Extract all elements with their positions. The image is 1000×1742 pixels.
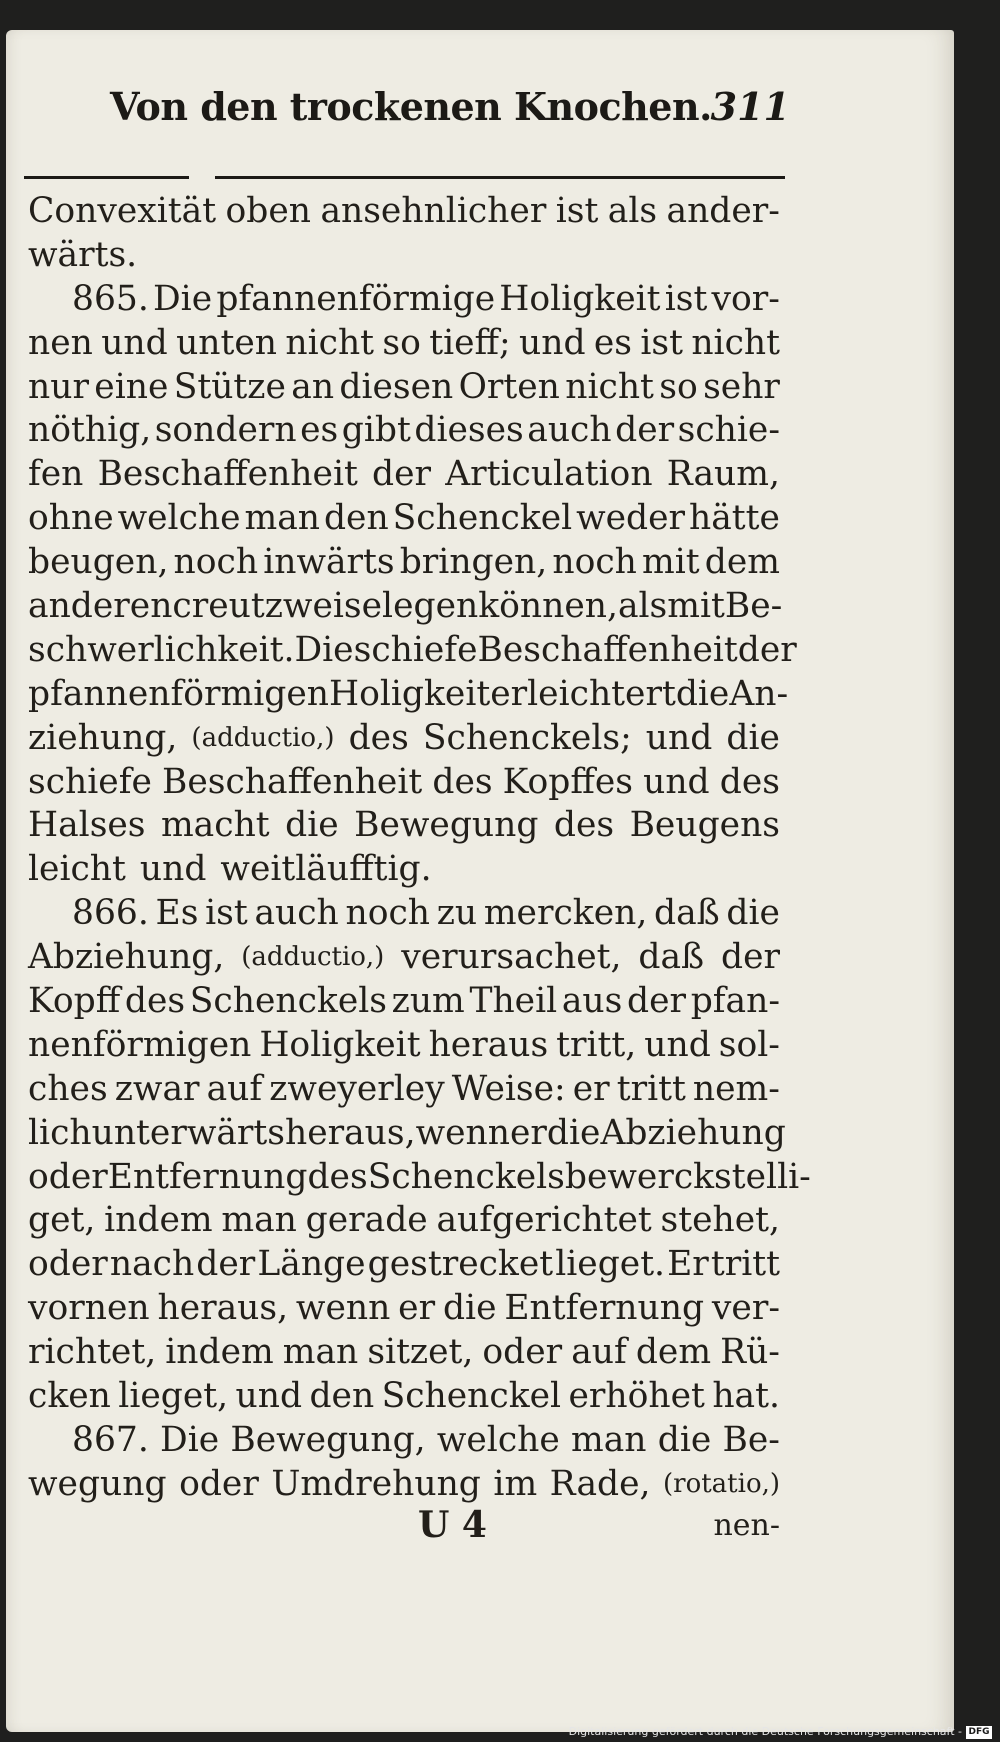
word: der [196,1244,256,1285]
word: indem [165,1332,274,1373]
word: heraus [428,1024,549,1065]
word: Rade, [549,1463,651,1504]
word: (adductio,) [191,722,335,753]
word: sol- [718,1024,780,1065]
word: ver- [711,1288,780,1329]
text-line [28,278,780,322]
word: des [348,717,409,758]
header-rule-left [24,176,189,179]
text-line [28,1463,780,1507]
word: dem [704,542,780,583]
word: diesen [339,366,454,407]
word: Orten [458,366,560,407]
word: Kopff [28,981,121,1022]
word: Holigkeit [499,278,661,319]
word: lieget, [118,1376,229,1417]
word: Theil [469,981,558,1022]
word: als [617,586,668,627]
word: Halses [28,805,146,846]
text-line [28,1243,780,1287]
word: tritt, [556,1024,637,1065]
word: richtet, [28,1332,157,1373]
word: zwar [114,1068,200,1109]
word: auf [571,1332,627,1373]
word: heraus, [157,1288,289,1329]
word: Beschaffenheit [161,761,423,802]
text-line [28,1068,780,1112]
word: nenförmigen [28,1024,252,1065]
word: schie- [677,410,780,451]
word: Schenckels [189,981,387,1022]
word: die [657,1419,712,1460]
word: mit [642,542,700,583]
header-rule-right [215,176,785,179]
word: Convexität [28,191,217,231]
word: wenn [415,1112,510,1153]
word: Schenckels; [422,717,632,758]
word: der [721,937,780,978]
word: oder [482,1332,563,1373]
word: noch [345,893,431,934]
word: so [382,322,421,363]
word: 865. [72,278,149,319]
word: Entfernung [107,1156,308,1197]
word: macht [160,805,270,846]
word: Bewegung [354,805,539,846]
word: den [323,498,389,539]
word: noch [552,542,637,583]
word: tritt [616,1068,686,1109]
word: Schenckel [381,1376,562,1417]
word: bringen, [399,542,548,583]
word: mercken, [483,893,648,934]
word: Schenckel [392,498,573,539]
word: und [139,849,207,890]
word: Abziehung, [28,937,225,978]
word: und [101,322,168,363]
word: Er [667,1244,709,1285]
word: auf [206,1068,263,1109]
text-line [28,234,780,278]
text-line [28,1156,811,1200]
word: weitläufftig. [220,849,432,890]
word: der [627,981,687,1022]
word: nur [28,366,89,407]
page-footer [28,1504,780,1548]
word: noch [173,542,259,583]
word: die [546,1112,601,1153]
text-line [28,409,780,453]
word: er [572,1068,610,1109]
word: aus [561,981,623,1022]
word: sitzet, [367,1332,474,1373]
word: dem [635,1332,712,1373]
word: Kopffes [502,761,634,802]
word: schiefe [28,761,152,802]
word: indem [104,1200,213,1241]
word: vornen [28,1288,150,1329]
word: der [737,629,797,670]
word: lich [28,1112,92,1153]
word: ist [555,191,599,231]
word: pfan- [690,981,780,1022]
word: schwerlichkeit. [28,629,295,670]
word: oder [28,1156,108,1197]
word: Die [294,629,354,670]
word: Articulation [445,454,653,495]
word: der [615,410,675,451]
word: und [643,761,710,802]
text-line [28,1375,780,1419]
word: pfannenförmige [216,278,496,319]
word: anderen [28,586,173,627]
text-line [28,1287,780,1331]
word: daß [638,937,705,978]
word: ansehnlicher [320,191,547,231]
page-header [110,84,790,144]
word: und [519,322,586,363]
word: auch [527,410,612,451]
word: Be- [722,1419,780,1460]
text-line [28,585,783,629]
text-line [28,453,780,497]
text-line [28,366,780,410]
word: Be- [724,586,783,627]
word: Es [155,893,199,934]
word: Die [160,1419,220,1460]
word: so [659,366,698,407]
word: heraus, [284,1112,416,1153]
text-line [28,1112,786,1156]
word: des [553,805,615,846]
word: beugen, [28,542,169,583]
word: tieff; [429,322,511,363]
word: zum [391,981,465,1022]
word: des [124,981,186,1022]
signature-mark: U 4 [418,1504,487,1546]
text-line [28,1199,780,1243]
word: oder [28,1244,108,1285]
body-text [28,190,811,1507]
text-line [28,804,780,848]
word: Beschaffenheit [477,629,738,670]
text-line [28,848,780,892]
word: des [307,1156,368,1197]
word: die [726,893,780,934]
word: zweyerley [269,1068,445,1109]
text-line [28,717,780,761]
word: nicht [285,322,375,363]
word: nach [109,1244,195,1285]
text-line [28,1024,780,1068]
word: er [509,1112,547,1153]
word: an [291,366,335,407]
word: Beschaffenheit [97,454,358,495]
word: schiefe [353,629,478,670]
word: es [593,322,633,363]
word: pfannenförmigen [28,673,329,714]
word: sehr [703,366,780,407]
dfg-logo: DFG [966,1726,992,1739]
word: erleichtert [490,673,676,714]
word: bewerckstelli- [564,1156,811,1197]
word: die [726,717,780,758]
word: daß [654,893,720,934]
word: ander- [666,191,780,231]
word: unterwärts [91,1112,285,1153]
word: die [285,805,339,846]
word: Abziehung [600,1112,786,1153]
word: cken [28,1376,111,1417]
word: ches [28,1068,108,1109]
word: get, [28,1200,96,1241]
word: Raum, [666,454,780,495]
text-line [28,673,789,717]
word: ist [640,322,683,363]
word: inwärts [263,542,395,583]
word: der [372,454,432,495]
word: Länge [257,1244,366,1285]
word: sondern [154,410,297,451]
word: unten [176,322,278,363]
word: lieget. [555,1244,666,1285]
text-line [28,497,780,541]
running-head: Von den trockenen Knochen. [110,84,712,129]
word: mit [667,586,725,627]
word: Schenckels [367,1156,565,1197]
word: legen [382,586,479,627]
word: Entfernung [504,1288,705,1329]
word: welche [436,1419,560,1460]
word: An- [729,673,789,714]
word: nicht [691,322,780,363]
word: leicht [28,849,126,890]
word: zu [436,893,478,934]
word: des [719,761,780,802]
word: tritt [710,1244,780,1285]
word: wärts. [28,234,138,275]
word: 867. [72,1419,149,1460]
word: es [300,410,339,451]
word: man [244,498,321,539]
word: nem- [692,1068,780,1109]
text-line [28,190,780,234]
word: man [221,1200,297,1241]
word: gerade [305,1200,428,1241]
word: (adductio,) [241,942,385,973]
word: Weise: [451,1068,566,1109]
page-number: 311 [710,84,790,129]
text-line [28,629,797,673]
word: nöthig, [28,410,152,451]
text-line [28,761,780,805]
digitization-credit: Digitalisierung gefördert durch die Deutsche Forschungsgemeinschaft - [568,1725,962,1738]
word: eine [94,366,169,407]
word: und [645,717,713,758]
word: nicht [565,366,654,407]
word: ohne [28,498,114,539]
word: creutzweise [172,586,383,627]
word: hat. [712,1376,780,1417]
word: fen [28,454,84,495]
word: stehet, [660,1200,780,1241]
word: den [309,1376,375,1417]
word: Beugens [629,805,780,846]
text-line [28,1419,780,1463]
word: 866. [72,893,149,934]
word: die [675,673,730,714]
text-line [28,936,780,980]
word: die [442,1288,497,1329]
word: verursachet, [401,937,622,978]
catchword: nen- [713,1508,780,1543]
word: oben [225,191,312,231]
text-line [28,1331,780,1375]
word: im [493,1463,538,1504]
text-line [28,980,780,1024]
word: ziehung, [28,717,178,758]
word: auch [254,893,339,934]
word: Stütze [173,366,286,407]
word: gibt [341,410,411,451]
word: und [644,1024,711,1065]
word: hätte [689,498,780,539]
word: und [235,1376,303,1417]
word: man [282,1332,359,1373]
text-line [28,541,780,585]
word: des [432,761,493,802]
word: ist [205,893,248,934]
word: wegung [28,1463,167,1504]
word: nen [28,322,93,363]
word: erhöhet [568,1376,705,1417]
word: Umdrehung [271,1463,481,1504]
word: Die [153,278,213,319]
word: Bewegung, [230,1419,426,1460]
word: ist [664,278,708,319]
word: weder [576,498,686,539]
word: (rotatio,) [663,1468,780,1499]
word: dieses [414,410,524,451]
word: Holigkeit [259,1024,421,1065]
word: wenn [295,1288,391,1329]
word: als [607,191,658,231]
word: er [398,1288,436,1329]
word: Rü- [720,1332,780,1373]
word: vor- [711,278,780,319]
word: gestrecket [367,1244,554,1285]
word: Holigkeit [329,673,491,714]
text-line [28,322,780,366]
word: welche [117,498,241,539]
word: aufgerichtet [436,1200,652,1241]
word: oder [179,1463,259,1504]
text-line [28,892,780,936]
word: können, [478,586,618,627]
word: man [571,1419,647,1460]
